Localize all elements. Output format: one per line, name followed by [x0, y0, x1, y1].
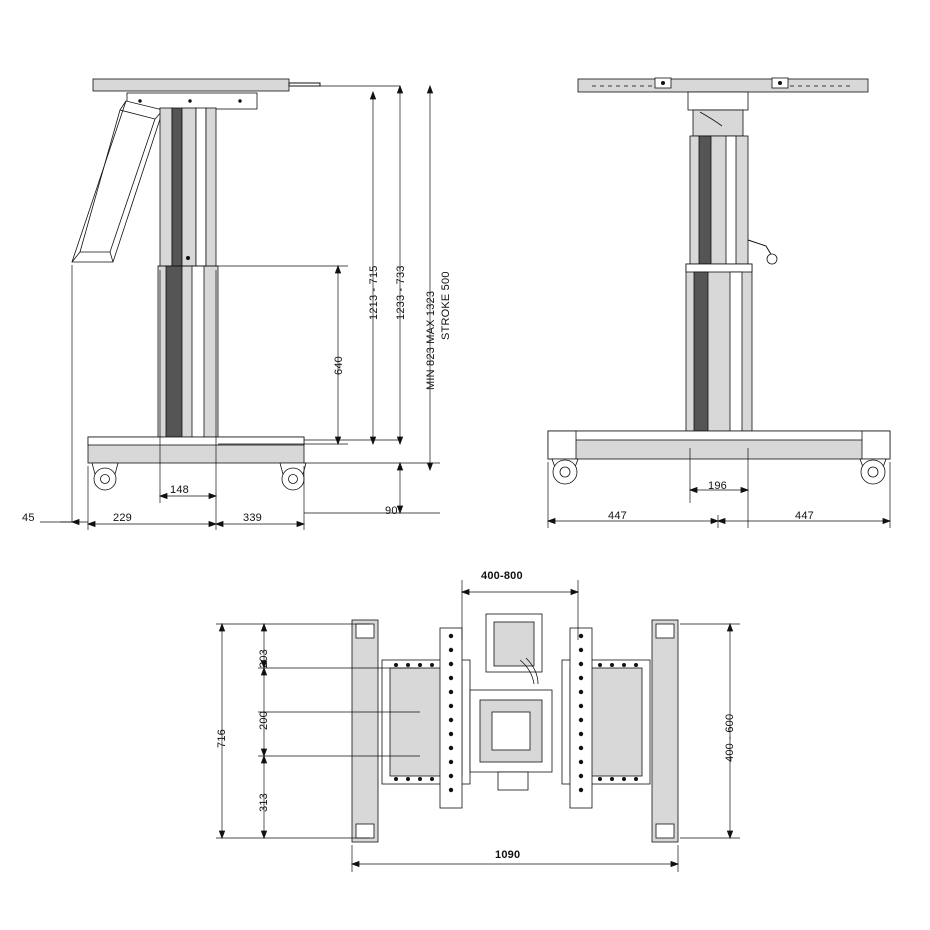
dim-447-left: 447	[608, 510, 627, 522]
dim-200: 200	[258, 711, 270, 730]
dim-716: 716	[216, 729, 228, 748]
dim-339: 339	[243, 512, 262, 524]
dim-203: 203	[258, 649, 270, 668]
dim-90: 90	[385, 505, 398, 517]
dim-447-right: 447	[795, 510, 814, 522]
dim-400-800: 400-800	[481, 570, 523, 582]
dim-45: 45	[22, 512, 35, 524]
dim-1233-733: 1233 - 733	[395, 265, 407, 320]
side-elevation-view	[40, 79, 440, 530]
dim-stroke: STROKE 500	[440, 271, 452, 340]
dim-640: 640	[333, 356, 345, 375]
dim-400-600: 400 - 600	[724, 713, 736, 762]
dim-229: 229	[113, 512, 132, 524]
dim-313: 313	[258, 793, 270, 812]
dim-196: 196	[708, 480, 727, 492]
dim-min-max-stroke: MIN 823 MAX 1323	[425, 290, 437, 390]
top-plan-view	[216, 580, 740, 872]
dim-148: 148	[170, 484, 189, 496]
front-elevation-view	[548, 78, 890, 528]
dim-1090: 1090	[495, 849, 521, 861]
dim-1213-715: 1213 - 715	[368, 265, 380, 320]
